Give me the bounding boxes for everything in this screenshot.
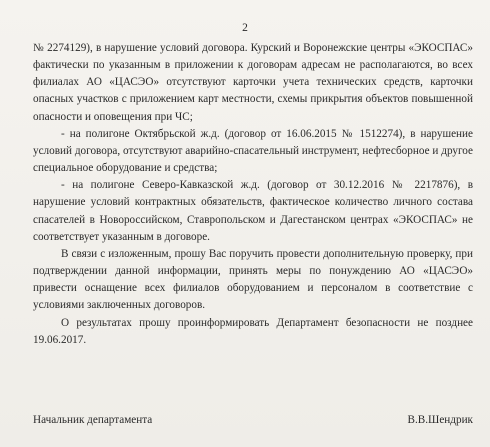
paragraph-violations-summary: № 2274129), в нарушение условий договора. Курский и Воронежские центры «ЭКОСПАС» фактически по указанным в приложении к договорам адресам не располагаются, во всех филиалах АО «ЦАСЭО» отсутствуют карточки учета технических средств, карточки опасных участков с приложением карт местности, схемы прикрытия объектов повышенной опасности и оповещения при ЧС; [33, 42, 473, 123]
signatory-position: Начальник департамента [33, 414, 153, 426]
paragraph-north-caucasus-railway: - на полигоне Северо-Кавказской ж.д. (договор от 30.12.2016 № 2217876), в нарушение условий контрактных обязательств, фактическое количество личного состава спасателей в Новороссийском, Ставропольском и Дагестанском центрах «ЭКОСПАС» не соответствует указанным в договоре. [33, 179, 473, 243]
signature-block [33, 414, 473, 426]
paragraph-request: В связи с изложенным, прошу Вас поручить провести дополнительную проверку, при подтверждении данной информации, принять меры по понуждению АО «ЦАСЭО» привести оснащение всех филиалов оборудованием и персоналом в соответствие с условиями заключенных договоров. [33, 247, 473, 312]
paragraph-deadline: О результатах прошу проинформировать Департамент безопасности не позднее 19.06.2017. [33, 316, 473, 346]
paragraph-october-railway: - на полигоне Октябрьской ж.д. (договор от 16.06.2015 № 1512274), в нарушение условий договора, отсутствуют аварийно-спасательный инструмент, нефтесборное и другое специальное оборудование и средства; [33, 127, 473, 175]
signatory-name: В.В.Шендрик [407, 414, 473, 426]
page-number: 2 [242, 22, 248, 34]
letter-body [33, 40, 473, 349]
